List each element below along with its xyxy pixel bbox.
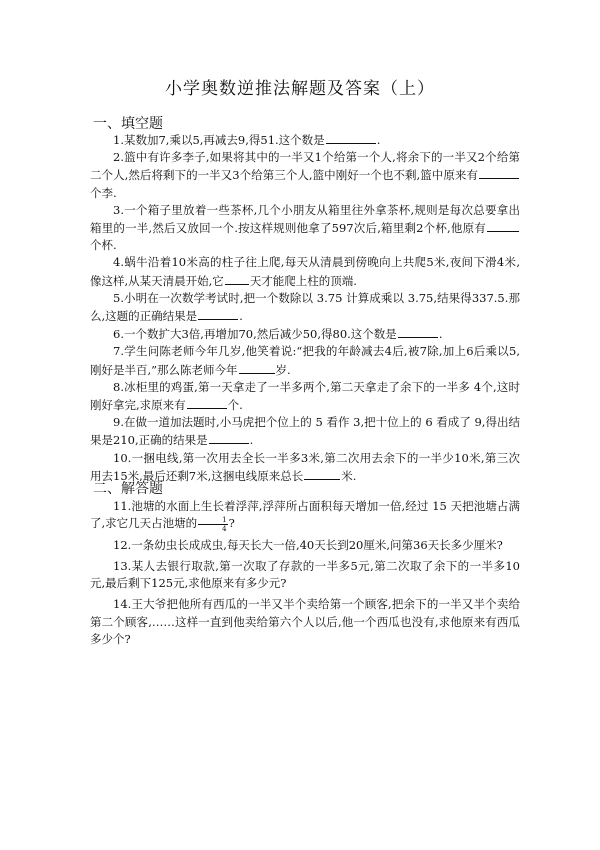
answer-question-list — [90, 498, 520, 648]
question-7: 7.学生问陈老师今年几岁,他笑着说:“把我的年龄减去4后,被7除,加上6后乘以5,刚好是半百,”那么陈老师今年 岁. — [90, 344, 520, 377]
question-14: 14.王大爷把他所有西瓜的一半又半个卖给第一个顾客,把余下的一半又半个卖给第二个顾客,……这样一直到他卖给第六个人以后,他一个西瓜也没有,求他原来有西瓜多少个? — [90, 597, 520, 646]
answer-blank[interactable] — [239, 361, 275, 374]
question-3: 3.一个箱子里放着一些茶杯,几个小朋友从箱里往外拿茶杯,规则是每次总要拿出箱里的一半,然后又放回一个.按这样规则他拿了597次后,箱里剩2个杯,他原有个杯. — [90, 202, 520, 253]
section-heading-answer: 二、解答题 — [93, 481, 163, 497]
answer-blank[interactable] — [304, 467, 340, 480]
question-4: 4.蜗牛沿着10米高的柱子往上爬,每天从清晨到傍晚向上共爬5米,夜间下滑4米,像这样,从某天清晨开始,它 天才能爬上柱的顶端. — [90, 255, 520, 288]
answer-blank[interactable] — [225, 272, 249, 285]
question-13: 13.某人去银行取款,第一次取了存款的一半多5元,第二次取了余下的一半多10元,最后剩下125元,求他原来有多少元? — [90, 558, 520, 591]
answer-blank[interactable] — [209, 431, 249, 444]
fraction-one-quarter: $\frac{1}{4}$ — [198, 516, 227, 533]
page-title: 小学奥数逆推法解题及答案（上） — [165, 79, 435, 99]
answer-blank[interactable] — [187, 396, 227, 409]
question-6: 6.一个数扩大3倍,再增加70,然后减少50,得80.这个数是 . — [113, 327, 443, 342]
question-1: 1.某数加7,乘以5,再减去9,得51.这个数是 . — [113, 133, 381, 147]
answer-blank[interactable] — [487, 219, 519, 232]
fill-question-list — [90, 131, 520, 485]
question-12: 12.一条幼虫长成成虫,每天长大一倍,40天长到20厘米,问第36天长多少厘米? — [113, 537, 503, 552]
question-2: 2.篮中有许多李子,如果将其中的一半又1个给第一个人,将余下的一半又2个给第二个人,然后将剩下的一半又3个给第三个人,篮中刚好一个也不剩,篮中原来有个李. — [90, 150, 520, 200]
answer-blank[interactable] — [398, 325, 438, 338]
question-10: 10.一捆电线,第一次用去全长一半多3米,第二次用去余下的一半少10米,第三次用去15米,最后还剩7米,这捆电线原来总长 米. — [90, 450, 520, 483]
question-8: 8.冰柜里的鸡蛋,第一天拿走了一半多两个,第二天拿走了余下的一半多 4个,这时刚好拿完,求原来有 个. — [90, 379, 520, 413]
question-5: 5.小明在一次数学考试时,把一个数除以 3.75 计算成乘以 3.75,结果得337.5.那么,这题的正确结果是 . — [90, 290, 520, 324]
answer-blank[interactable] — [479, 166, 519, 179]
question-9: 9.在做一道加法题时,小马虎把个位上的 5 看作 3,把十位上的 6 看成了 9,得出结果是210,正确的结果是 . — [90, 415, 520, 448]
answer-blank[interactable] — [198, 307, 238, 320]
answer-blank[interactable] — [326, 131, 376, 144]
section-heading-fill: 一、填空题 — [93, 116, 163, 132]
question-11: 11.池塘的水面上生长着浮萍,浮萍所占面积每天增加一倍,经过 15 天把池塘占满了,求它几天占池塘的 $\frac{1}{4}$ ? — [90, 499, 520, 533]
